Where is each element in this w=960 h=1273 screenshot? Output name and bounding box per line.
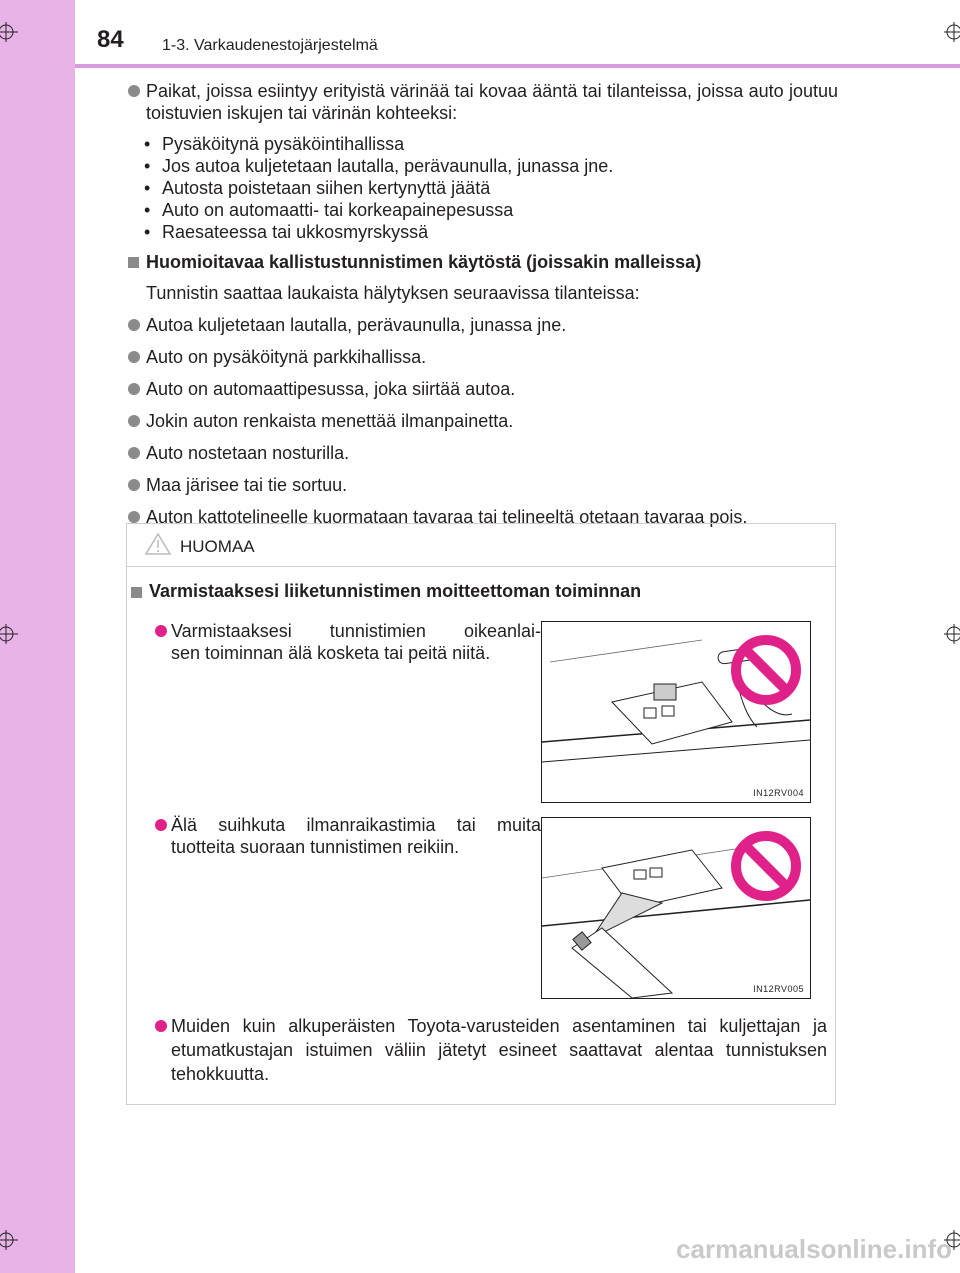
crop-mark-icon [940,622,960,646]
list-item: Auto nostetaan nosturilla. [128,442,838,464]
list-item: Jokin auton renkaista menettää ilmanpainetta. [128,410,838,432]
notice-item-3: Muiden kuin alkuperäisten Toyota-varusteiden asentaminen tai kuljettajan ja etumatkustajan istuimen väliin jätetyt esineet saattavat alentaa tunnistuksen tehokkuutta. [155,1014,827,1086]
list-item: Auto on pysäköitynä parkkihallissa. [128,346,838,368]
page-number: 84 [97,26,124,53]
bullet-icon [128,383,140,395]
bullet-icon [155,819,167,831]
figure-code: IN12RV004 [753,788,804,798]
bullet-icon [128,351,140,363]
crop-mark-icon [0,20,24,44]
header-rule [75,64,960,68]
sub-list-item: • Auto on automaatti- tai korkeapainepesussa [144,200,514,220]
crop-mark-icon [0,1228,24,1252]
bullet-icon [128,85,140,97]
bullet-icon [128,415,140,427]
prohibited-icon [730,634,802,706]
main-content [128,80,838,528]
crop-mark-icon [0,622,24,646]
sub-list-item: • Autosta poistetaan siihen kertynyttä jäätä [144,178,491,198]
sub-list-item: • Raesateessa tai ukkosmyrskyssä [144,222,429,242]
bullet-icon [128,447,140,459]
bullet-icon [128,319,140,331]
notice-item-2: Älä suihkuta ilmanraikastimia tai muita tuotteita suoraan tunnistimen reikiin. [155,814,541,858]
section-heading: Huomioitavaa kallistustunnistimen käytöstä (joissakin malleissa) [128,251,838,273]
crop-mark-icon [940,20,960,44]
notice-item-1: Varmistaaksesi tunnistimien oikeanlai- sen toiminnan älä kosketa tai peitä niitä. [155,620,541,664]
notice-header [127,524,835,567]
section-title: 1-3. Varkaudenestojärjestelmä [162,37,378,54]
list-item: Maa järisee tai tie sortuu. [128,474,838,496]
bullet-icon [155,1020,167,1032]
warning-triangle-icon [145,532,171,556]
notice-title: HUOMAA [180,537,255,556]
notice-box [126,523,836,1105]
notice-heading: Varmistaaksesi liiketunnistimen moitteettoman toiminnan [131,581,641,602]
watermark: carmanualsonline.info [676,1234,952,1264]
prohibited-icon [730,830,802,902]
list-item: Auton kattotelineelle kuormataan tavaraa tai telineeltä otetaan tavaraa pois. [128,506,838,528]
figure-sensor-do-not-touch [541,621,811,803]
sub-list-item: • Pysäköitynä pysäköintihallissa [144,134,405,154]
square-bullet-icon [128,257,139,268]
list-item: Autoa kuljetetaan lautalla, perävaunulla, junassa jne. [128,314,838,336]
sub-list-item: • Jos autoa kuljetetaan lautalla, perävaunulla, junassa jne. [144,156,614,176]
bullet-icon [128,479,140,491]
bullet-icon [128,511,140,523]
list-item [128,80,838,124]
figure-code: IN12RV005 [753,984,804,994]
list-item-text: Paikat, joissa esiintyy erityistä värinää tai kovaa ääntä tai tilanteissa, joissa auto joutuu toistuvien iskujen tai värinän kohteeksi: [146,81,838,123]
square-bullet-icon [131,587,142,598]
list-item: Auto on automaattipesussa, joka siirtää autoa. [128,378,838,400]
section-intro: Tunnistin saattaa laukaista hälytyksen seuraavissa tilanteissa: [146,283,640,303]
figure-do-not-spray [541,817,811,999]
sub-list [128,133,838,243]
bullet-icon [155,625,167,637]
